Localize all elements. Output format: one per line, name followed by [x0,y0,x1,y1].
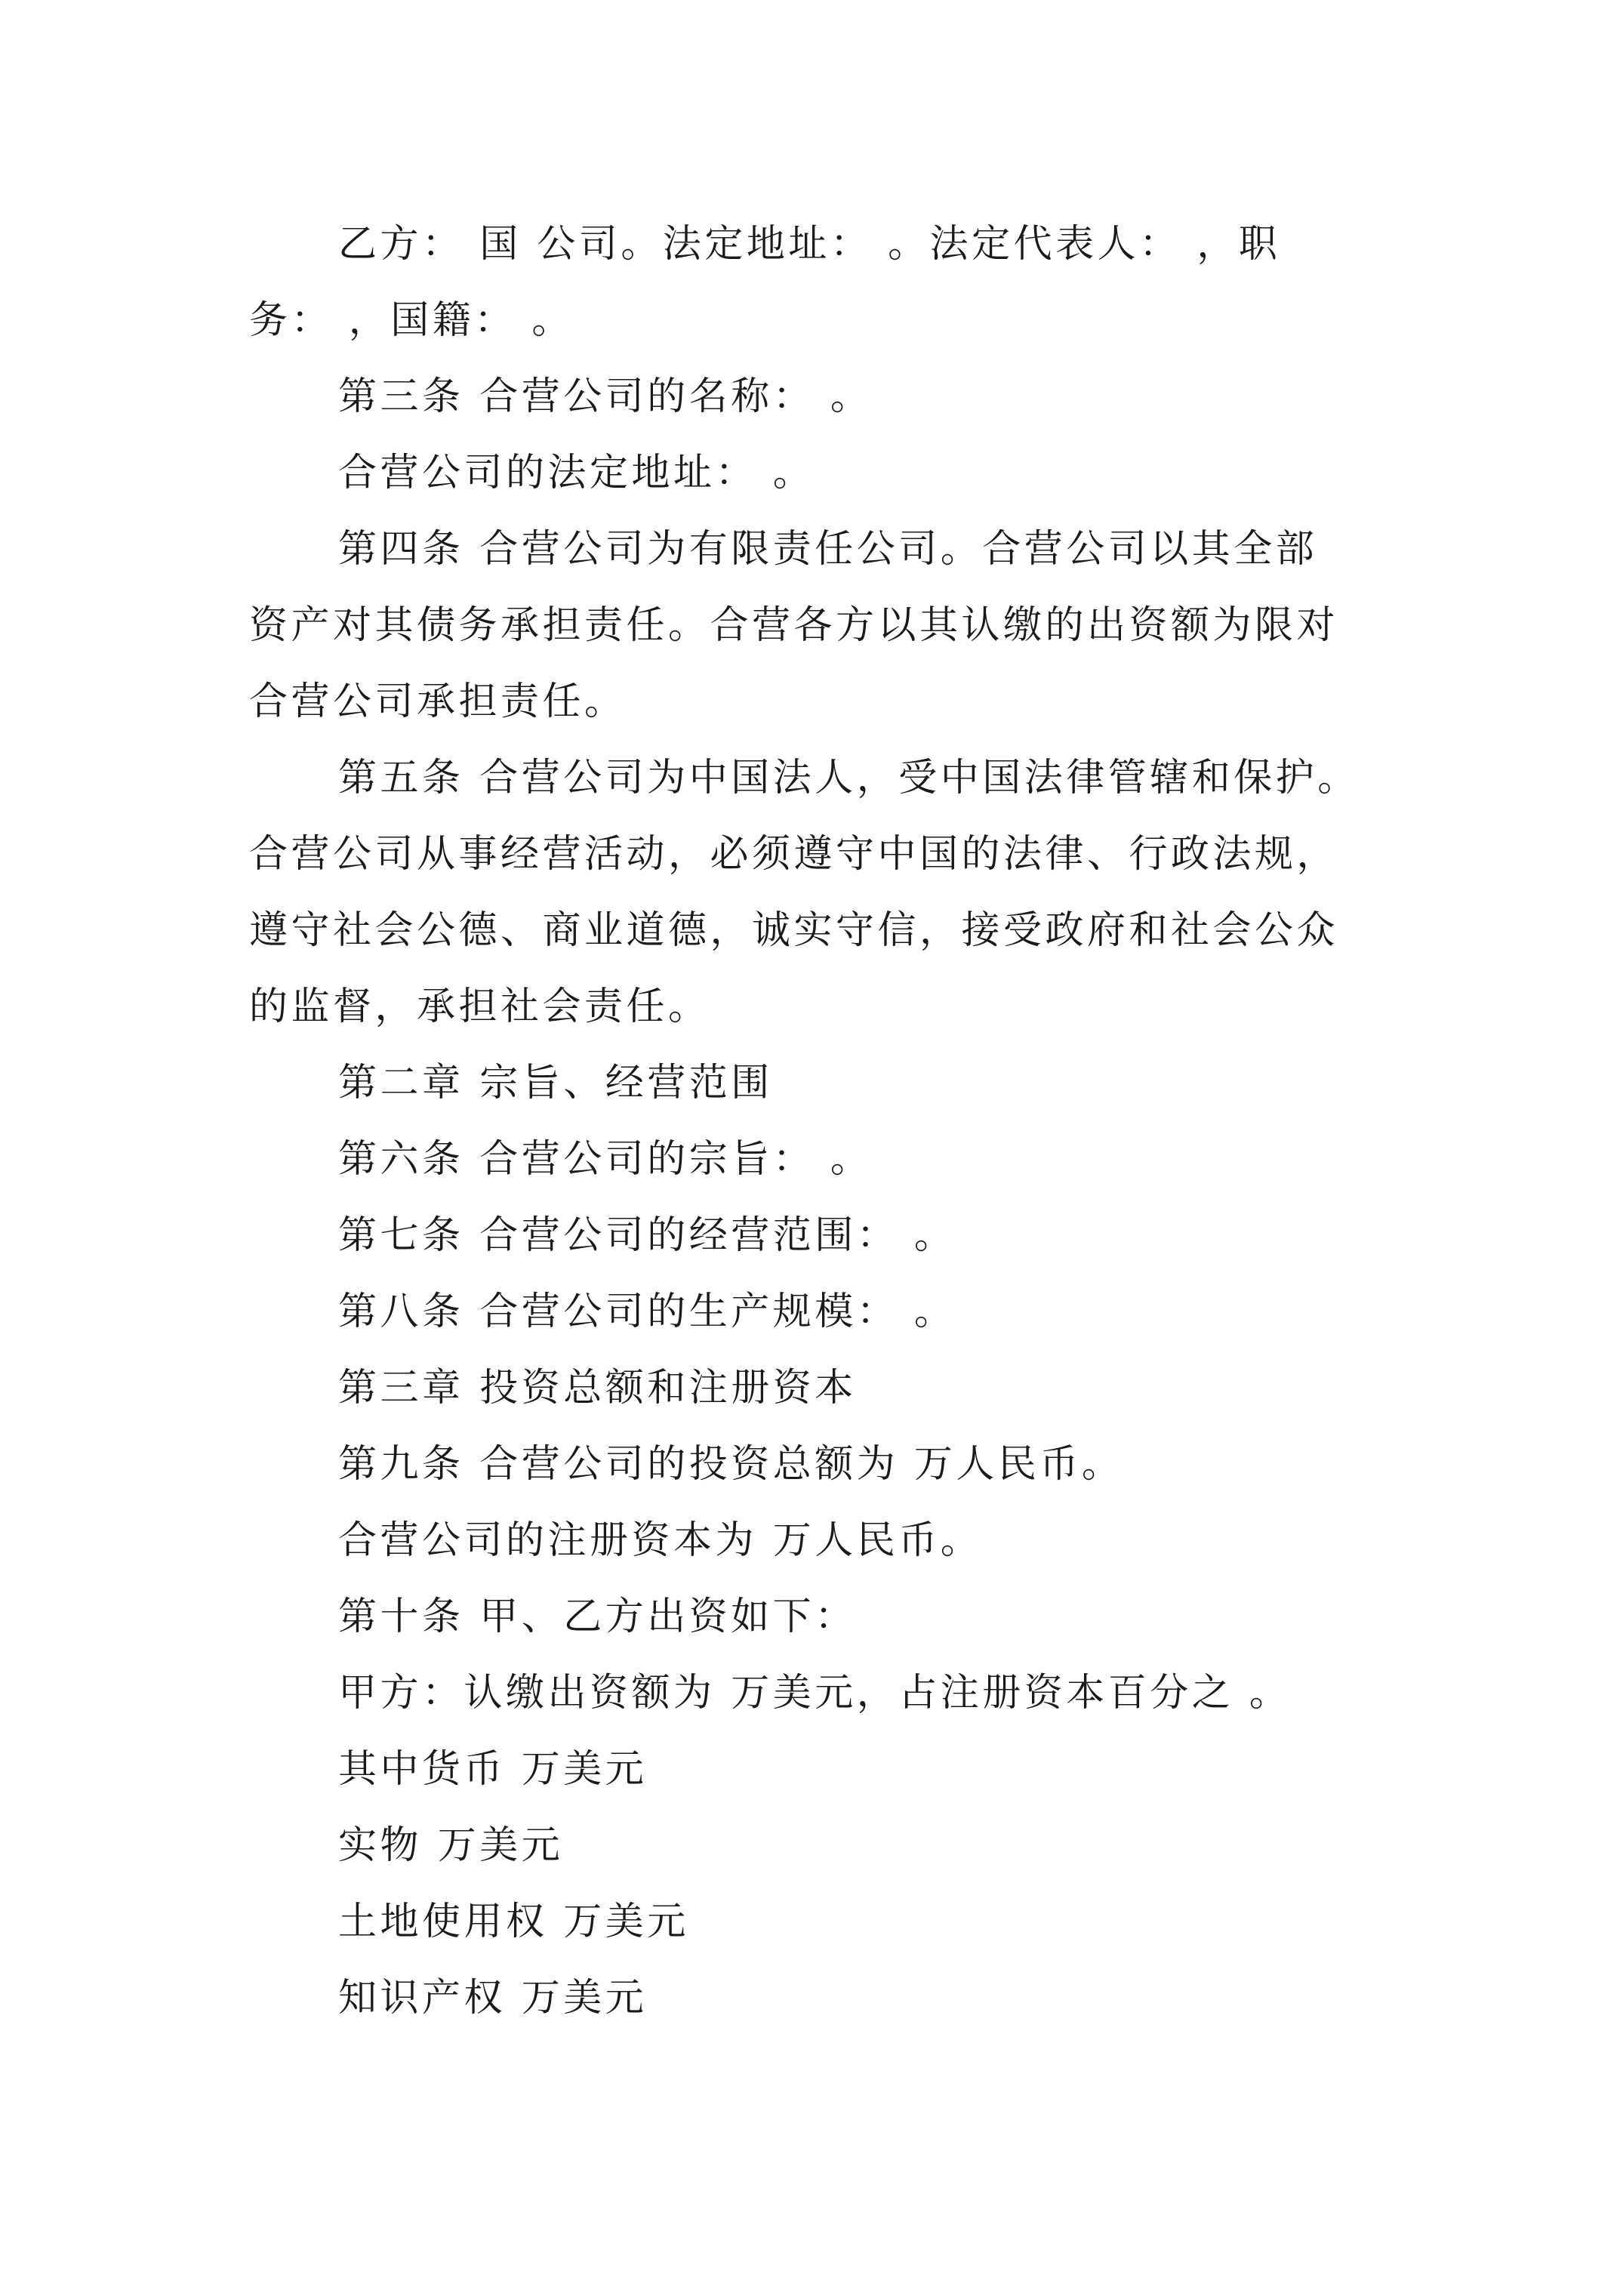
text-line: 务： ，国籍： 。 [249,298,574,343]
text-line: 第七条 合营公司的经营范围： 。 [338,1213,956,1258]
text-line: 遵守社会公德、商业道德，诚实守信，接受政府和社会公众 [249,908,1339,953]
text-line: 第十条 甲、乙方出资如下： [338,1595,857,1639]
text-line: 第五条 合营公司为中国法人，受中国法律管辖和保护。 [338,756,1360,800]
text-line: 第四条 合营公司为有限责任公司。合营公司以其全部 [338,527,1318,572]
text-line: 资产对其债务承担责任。合营各方以其认缴的出资额为限对 [249,603,1339,648]
text-line: 的监督，承担社会责任。 [249,985,710,1029]
text-line: 知识产权 万美元 [338,1976,648,2020]
text-line: 其中货币 万美元 [338,1747,648,1792]
text-line: 合营公司承担责任。 [249,680,627,724]
text-line: 土地使用权 万美元 [338,1900,689,1944]
text-line: 乙方： 国 公司。法定地址： 。法定代表人： ，职 [338,222,1281,267]
chapter-heading: 第二章 宗旨、经营范围 [338,1061,773,1105]
text-line: 第六条 合营公司的宗旨： 。 [338,1137,873,1182]
text-line: 合营公司从事经营活动，必须遵守中国的法律、行政法规， [249,832,1339,877]
text-line: 甲方：认缴出资额为 万美元，占注册资本百分之 。 [338,1671,1292,1715]
text-line: 第八条 合营公司的生产规模： 。 [338,1290,956,1334]
chapter-heading: 第三章 投资总额和注册资本 [338,1366,857,1410]
text-line: 合营公司的注册资本为 万人民币。 [338,1518,983,1563]
text-line: 第三条 合营公司的名称： 。 [338,374,873,419]
text-line: 第九条 合营公司的投资总额为 万人民币。 [338,1442,1124,1487]
text-line: 实物 万美元 [338,1823,564,1868]
text-line: 合营公司的法定地址： 。 [338,451,815,495]
